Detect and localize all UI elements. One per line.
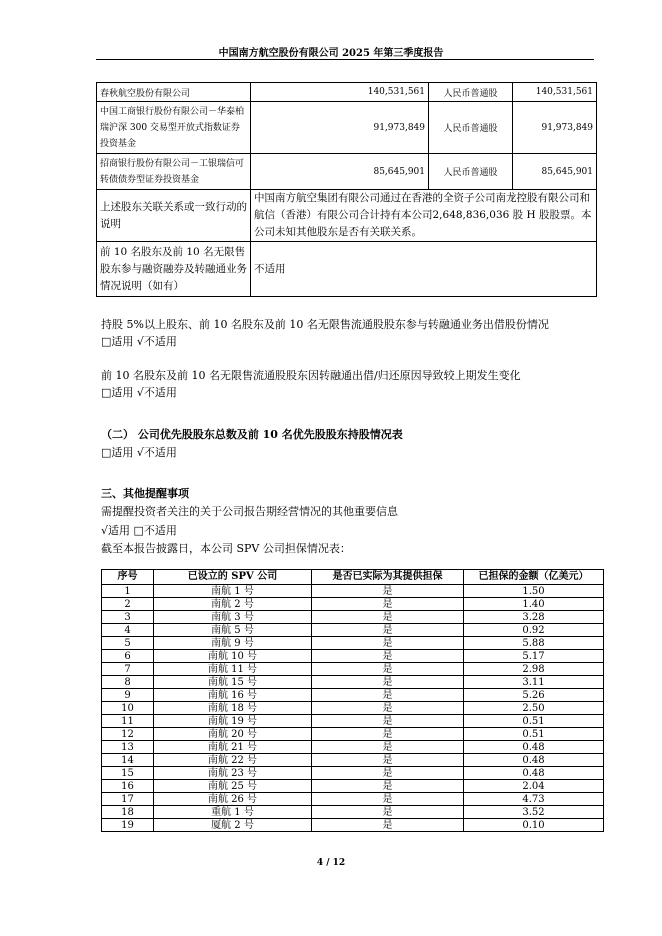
spv-index: 11 (102, 715, 154, 728)
table-row (97, 83, 597, 102)
change-title: 前 10 名股东及前 10 名无限售流通股股东因转融通出借/归还原因导致较上期发生变化 (101, 369, 521, 382)
table-row (102, 754, 604, 767)
other-desc: 需提醒投资者关注的关于公司报告期经营情况的其他重要信息 (101, 505, 398, 518)
table-row (102, 819, 604, 832)
spv-index: 1 (102, 585, 154, 598)
spv-amount: 5.26 (464, 689, 604, 702)
spv-company: 南航 22 号 (154, 754, 312, 767)
spv-company: 南航 16 号 (154, 689, 312, 702)
spv-guaranteed: 是 (312, 676, 464, 689)
spv-company: 南航 21 号 (154, 741, 312, 754)
spv-amount: 2.50 (464, 702, 604, 715)
col-header-company: 已设立的 SPV 公司 (154, 570, 312, 585)
spv-index: 5 (102, 637, 154, 650)
spv-company: 南航 9 号 (154, 637, 312, 650)
share-type: 人民币普通股 (429, 83, 513, 102)
spv-guaranteed: 是 (312, 689, 464, 702)
spv-company: 南航 2 号 (154, 598, 312, 611)
spv-amount: 0.10 (464, 819, 604, 832)
spv-amount: 0.51 (464, 728, 604, 741)
spv-amount: 0.48 (464, 741, 604, 754)
share-amount: 91,973,849 (513, 102, 597, 154)
spv-company: 南航 19 号 (154, 715, 312, 728)
relation-text: 中国南方航空集团有限公司通过在香港的全资子公司南龙控股有限公司和航信（香港）有限公司合计持有本公司2,648,836,036 股 H 股股票。本公司未知其他股东是否有关联关系。 (251, 190, 597, 242)
spv-intro: 截至本报告披露日，本公司 SPV 公司担保情况表： (101, 542, 351, 555)
spv-company: 厦航 2 号 (154, 819, 312, 832)
spv-company: 南航 3 号 (154, 611, 312, 624)
spv-guaranteed: 是 (312, 728, 464, 741)
spv-guaranteed: 是 (312, 806, 464, 819)
relation-row (97, 190, 597, 242)
spv-index: 2 (102, 598, 154, 611)
spv-table-body (102, 585, 604, 832)
col-header-guaranteed: 是否已实际为其提供担保 (312, 570, 464, 585)
margin-text: 不适用 (251, 242, 597, 297)
table-row (102, 585, 604, 598)
table-row (102, 650, 604, 663)
lending-title: 持股 5%以上股东、前 10 名股东及前 10 名无限售流通股股东参与转融通业务出借股份情况 (101, 318, 549, 331)
spv-company: 南航 1 号 (154, 585, 312, 598)
spv-index: 17 (102, 793, 154, 806)
spv-header-row (102, 570, 604, 585)
spv-amount: 3.11 (464, 676, 604, 689)
spv-index: 12 (102, 728, 154, 741)
spv-amount: 1.40 (464, 598, 604, 611)
spv-company: 南航 10 号 (154, 650, 312, 663)
spv-guaranteed: 是 (312, 793, 464, 806)
change-options: □适用 √不适用 (101, 386, 177, 399)
spv-guaranteed: 是 (312, 650, 464, 663)
spv-index: 16 (102, 780, 154, 793)
col-header-amount: 已担保的金额（亿美元） (464, 570, 604, 585)
table-row (97, 154, 597, 190)
spv-guaranteed: 是 (312, 637, 464, 650)
spv-company: 南航 11 号 (154, 663, 312, 676)
spv-guaranteed: 是 (312, 767, 464, 780)
spv-index: 6 (102, 650, 154, 663)
table-row (102, 624, 604, 637)
spv-company: 重航 1 号 (154, 806, 312, 819)
table-row (102, 637, 604, 650)
lending-options: □适用 √不适用 (101, 335, 177, 348)
shareholder-table (96, 82, 597, 297)
spv-table (101, 569, 604, 832)
table-row (102, 676, 604, 689)
table-row (102, 598, 604, 611)
share-type: 人民币普通股 (429, 102, 513, 154)
header-rule (96, 59, 594, 60)
spv-index: 8 (102, 676, 154, 689)
holder-shares: 85,645,901 (251, 154, 429, 190)
spv-company: 南航 18 号 (154, 702, 312, 715)
spv-index: 7 (102, 663, 154, 676)
holder-shares: 91,973,849 (251, 102, 429, 154)
spv-index: 19 (102, 819, 154, 832)
holder-shares: 140,531,561 (251, 83, 429, 102)
spv-amount: 5.17 (464, 650, 604, 663)
spv-guaranteed: 是 (312, 598, 464, 611)
share-type: 人民币普通股 (429, 154, 513, 190)
spv-amount: 5.88 (464, 637, 604, 650)
spv-company: 南航 23 号 (154, 767, 312, 780)
spv-company: 南航 26 号 (154, 793, 312, 806)
table-row (102, 715, 604, 728)
table-row (102, 780, 604, 793)
holder-name: 春秋航空股份有限公司 (97, 83, 251, 102)
spv-guaranteed: 是 (312, 611, 464, 624)
spv-amount: 2.04 (464, 780, 604, 793)
other-options: √适用 □不适用 (101, 524, 177, 537)
table-row (102, 793, 604, 806)
spv-guaranteed: 是 (312, 624, 464, 637)
spv-index: 4 (102, 624, 154, 637)
spv-amount: 4.73 (464, 793, 604, 806)
col-header-index: 序号 (102, 570, 154, 585)
spv-amount: 3.28 (464, 611, 604, 624)
spv-index: 14 (102, 754, 154, 767)
spv-amount: 3.52 (464, 806, 604, 819)
spv-index: 3 (102, 611, 154, 624)
spv-guaranteed: 是 (312, 585, 464, 598)
table-row (102, 689, 604, 702)
spv-guaranteed: 是 (312, 819, 464, 832)
spv-guaranteed: 是 (312, 780, 464, 793)
spv-guaranteed: 是 (312, 754, 464, 767)
table-row (102, 611, 604, 624)
spv-amount: 0.48 (464, 754, 604, 767)
page-header: 中国南方航空股份有限公司 2025 年第三季度报告 (218, 48, 444, 59)
spv-guaranteed: 是 (312, 702, 464, 715)
share-amount: 140,531,561 (513, 83, 597, 102)
margin-row (97, 242, 597, 297)
table-row (102, 806, 604, 819)
table-row (102, 767, 604, 780)
spv-amount: 0.48 (464, 767, 604, 780)
relation-label: 上述股东关联关系或一致行动的说明 (97, 190, 251, 242)
table-row (102, 741, 604, 754)
spv-index: 15 (102, 767, 154, 780)
spv-guaranteed: 是 (312, 715, 464, 728)
spv-index: 13 (102, 741, 154, 754)
table-row (97, 102, 597, 154)
spv-company: 南航 15 号 (154, 676, 312, 689)
spv-amount: 2.98 (464, 663, 604, 676)
table-row (102, 702, 604, 715)
holder-name: 中国工商银行股份有限公司－华泰柏瑞沪深 300 交易型开放式指数证券投资基金 (97, 102, 251, 154)
spv-index: 10 (102, 702, 154, 715)
spv-amount: 0.92 (464, 624, 604, 637)
margin-label: 前 10 名股东及前 10 名无限售股东参与融资融券及转融通业务情况说明（如有） (97, 242, 251, 297)
spv-company: 南航 25 号 (154, 780, 312, 793)
spv-index: 18 (102, 806, 154, 819)
spv-company: 南航 20 号 (154, 728, 312, 741)
holder-name: 招商银行股份有限公司－工银瑞信可转债债券型证券投资基金 (97, 154, 251, 190)
spv-index: 9 (102, 689, 154, 702)
pref-options: □适用 √不适用 (101, 446, 177, 459)
spv-company: 南航 5 号 (154, 624, 312, 637)
spv-amount: 0.51 (464, 715, 604, 728)
spv-amount: 1.50 (464, 585, 604, 598)
table-row (102, 728, 604, 741)
spv-guaranteed: 是 (312, 663, 464, 676)
page-number: 4 / 12 (316, 858, 346, 868)
spv-guaranteed: 是 (312, 741, 464, 754)
pref-heading: （二） 公司优先股股东总数及前 10 名优先股股东持股情况表 (101, 428, 403, 441)
table-row (102, 663, 604, 676)
other-heading: 三、其他提醒事项 (101, 487, 189, 500)
share-amount: 85,645,901 (513, 154, 597, 190)
